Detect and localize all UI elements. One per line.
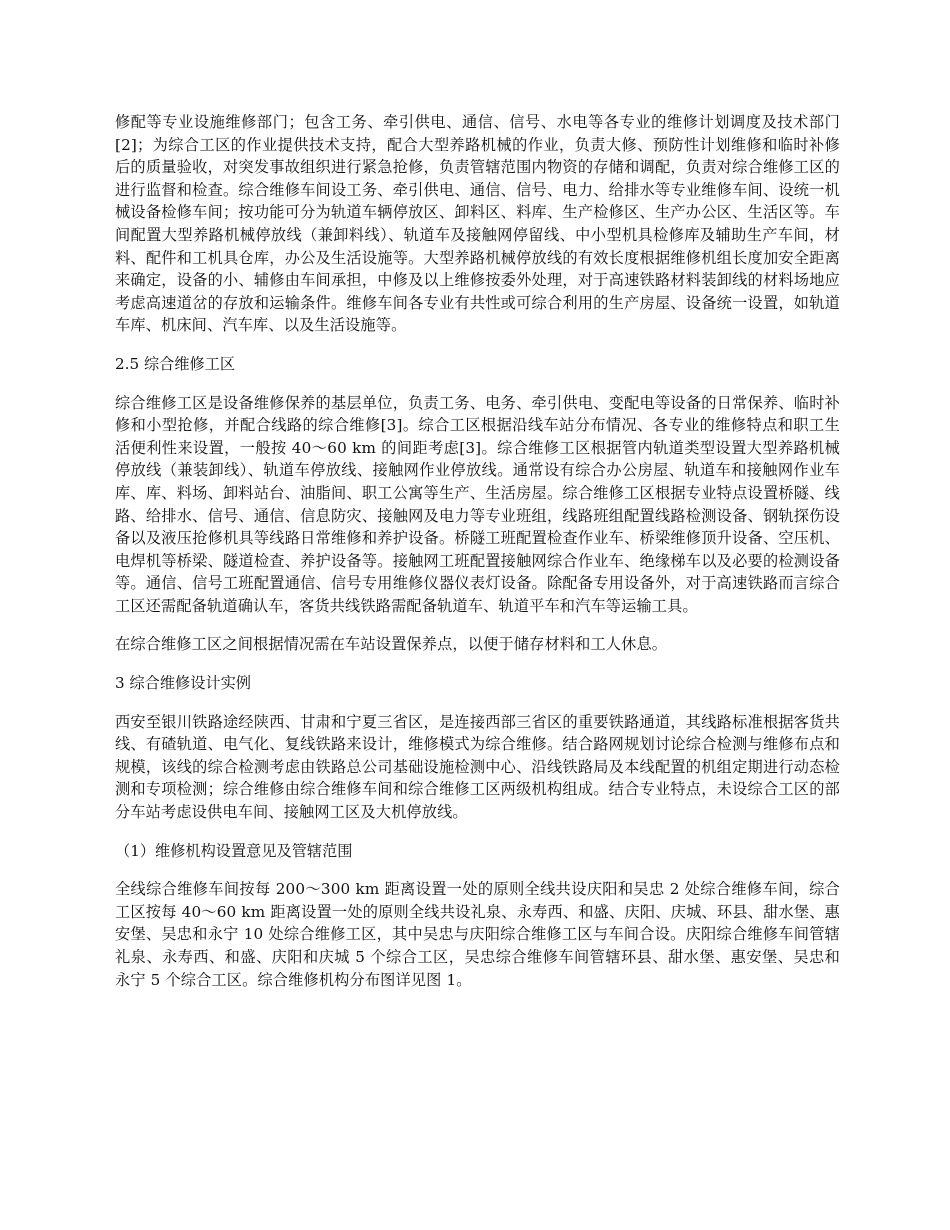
paragraph-work-area: 综合维修工区是设备维修保养的基层单位，负责工务、电务、牵引供电、变配电等设备的日常保养、临时补修和小型抢修，并配合线路的综合维修[3]。综合工区根据沿线车站分布情况、各专业的维修特点和职工生活便利性来设置，一般按 40～60 km 的间距考虑[3]。综合维修工区根据管内轨道类型设置大型养路机械停放线（兼装卸线）、轨道车停放线、接触网作业停放线。通常设有综合办公房屋、轨道车和接触网作业车库、库、料场、卸料站台、油脂间、职工公寓等生产、生活房屋。综合维修工区根据专业特点设置桥隧、线路、给排水、信号、通信、信息防灾、接触网及电力等专业班组，线路班组配置线路检测设备、钢轨探伤设备以及液压抢修机具等线路日常维修和养护设备。桥隧工班配置检查作业车、桥梁维修顶升设备、空压机、电焊机等桥梁、隧道检查、养护设备等。接触网工班配置接触网综合作业车、绝缘梯车以及必要的检测设备等。通信、信号工班配置通信、信号专用维修仪器仪表灯设备。除配备专用设备外，对于高速铁路而言综合工区还需配备轨道确认车，客货共线铁路需配备轨道车、轨道平车和汽车等运输工具。 bbox=[115, 393, 840, 615]
subsection-heading-1: （1）维修机构设置意见及管辖范围 bbox=[115, 841, 353, 860]
paragraph-xian-yinchuan: 西安至银川铁路途经陕西、甘肃和宁夏三省区，是连接西部三省区的重要铁路通道，其线路标准根据客货共线、有碴轨道、电气化、复线铁路来设计，维修模式为综合维修。结合路网规划讨论综合检测与维修布点和规模，该线的综合检测考虑由铁路总公司基础设施检测中心、沿线铁路局及本线配置的机组定期进行动态检测和专项检测；综合维修由综合维修车间和综合维修工区两级机构组成。结合专业特点，未设综合工区的部分车站考虑设供电车间、接触网工区及大机停放线。 bbox=[115, 712, 840, 822]
paragraph-organization-scope: 全线综合维修车间按每 200～300 km 距离设置一处的原则全线共设庆阳和吴忠 2 处综合维修车间，综合工区按每 40～60 km 距离设置一处的原则全线共设礼泉、永寿西、和盛、庆阳、庆城、环县、甜水堡、惠安堡、吴忠和永宁 10 处综合维修工区，其中吴忠与庆阳综合维修工区与车间合设。庆阳综合维修车间管辖礼泉、永寿西、和盛、庆阳和庆城 5 个综合工区，吴忠综合维修车间管辖环县、甜水堡、惠安堡、吴忠和永宁 5 个综合工区。综合维修机构分布图详见图 1。 bbox=[115, 880, 840, 989]
paragraph-maintenance-point: 在综合维修工区之间根据情况需在车站设置保养点，以便于储存材料和工人休息。 bbox=[115, 635, 668, 654]
section-heading-2-5: 2.5 综合维修工区 bbox=[115, 354, 236, 373]
paragraph-maintenance-workshop: 修配等专业设施维修部门；包含工务、牵引供电、通信、信号、水电等各专业的维修计划调度及技术部门[2]；为综合工区的作业提供技术支持，配合大型养路机械的作业，负责大修、预防性计划维修和临时补修后的质量验收，对突发事故组织进行紧急抢修，负责管辖范围内物资的存储和调配，负责对综合维修工区的进行监督和检查。综合维修车间设工务、牵引供电、通信、信号、电力、给排水等专业维修车间、设统一机械设备检修车间；按功能可分为轨道车辆停放区、卸料区、料库、生产检修区、生产办公区、生活区等。车间配置大型养路机械停放线（兼卸料线）、轨道车及接触网停留线、中小型机具检修库及辅助生产车间，材料、配件和工机具仓库，办公及生活设施等。大型养路机械停放线的有效长度根据维修机组长度加安全距离来确定，设备的小、辅修由车间承担，中修及以上维修按委外处理，对于高速铁路材料装卸线的材料场地应考虑高速道岔的存放和运输条件。维修车间各专业有共性或可综合利用的生产房屋、设备统一设置，如轨道车库、机床间、汽车库、以及生活设施等。 bbox=[115, 113, 840, 335]
document-page bbox=[115, 111, 840, 1007]
section-heading-3: 3 综合维修设计实例 bbox=[115, 674, 251, 693]
